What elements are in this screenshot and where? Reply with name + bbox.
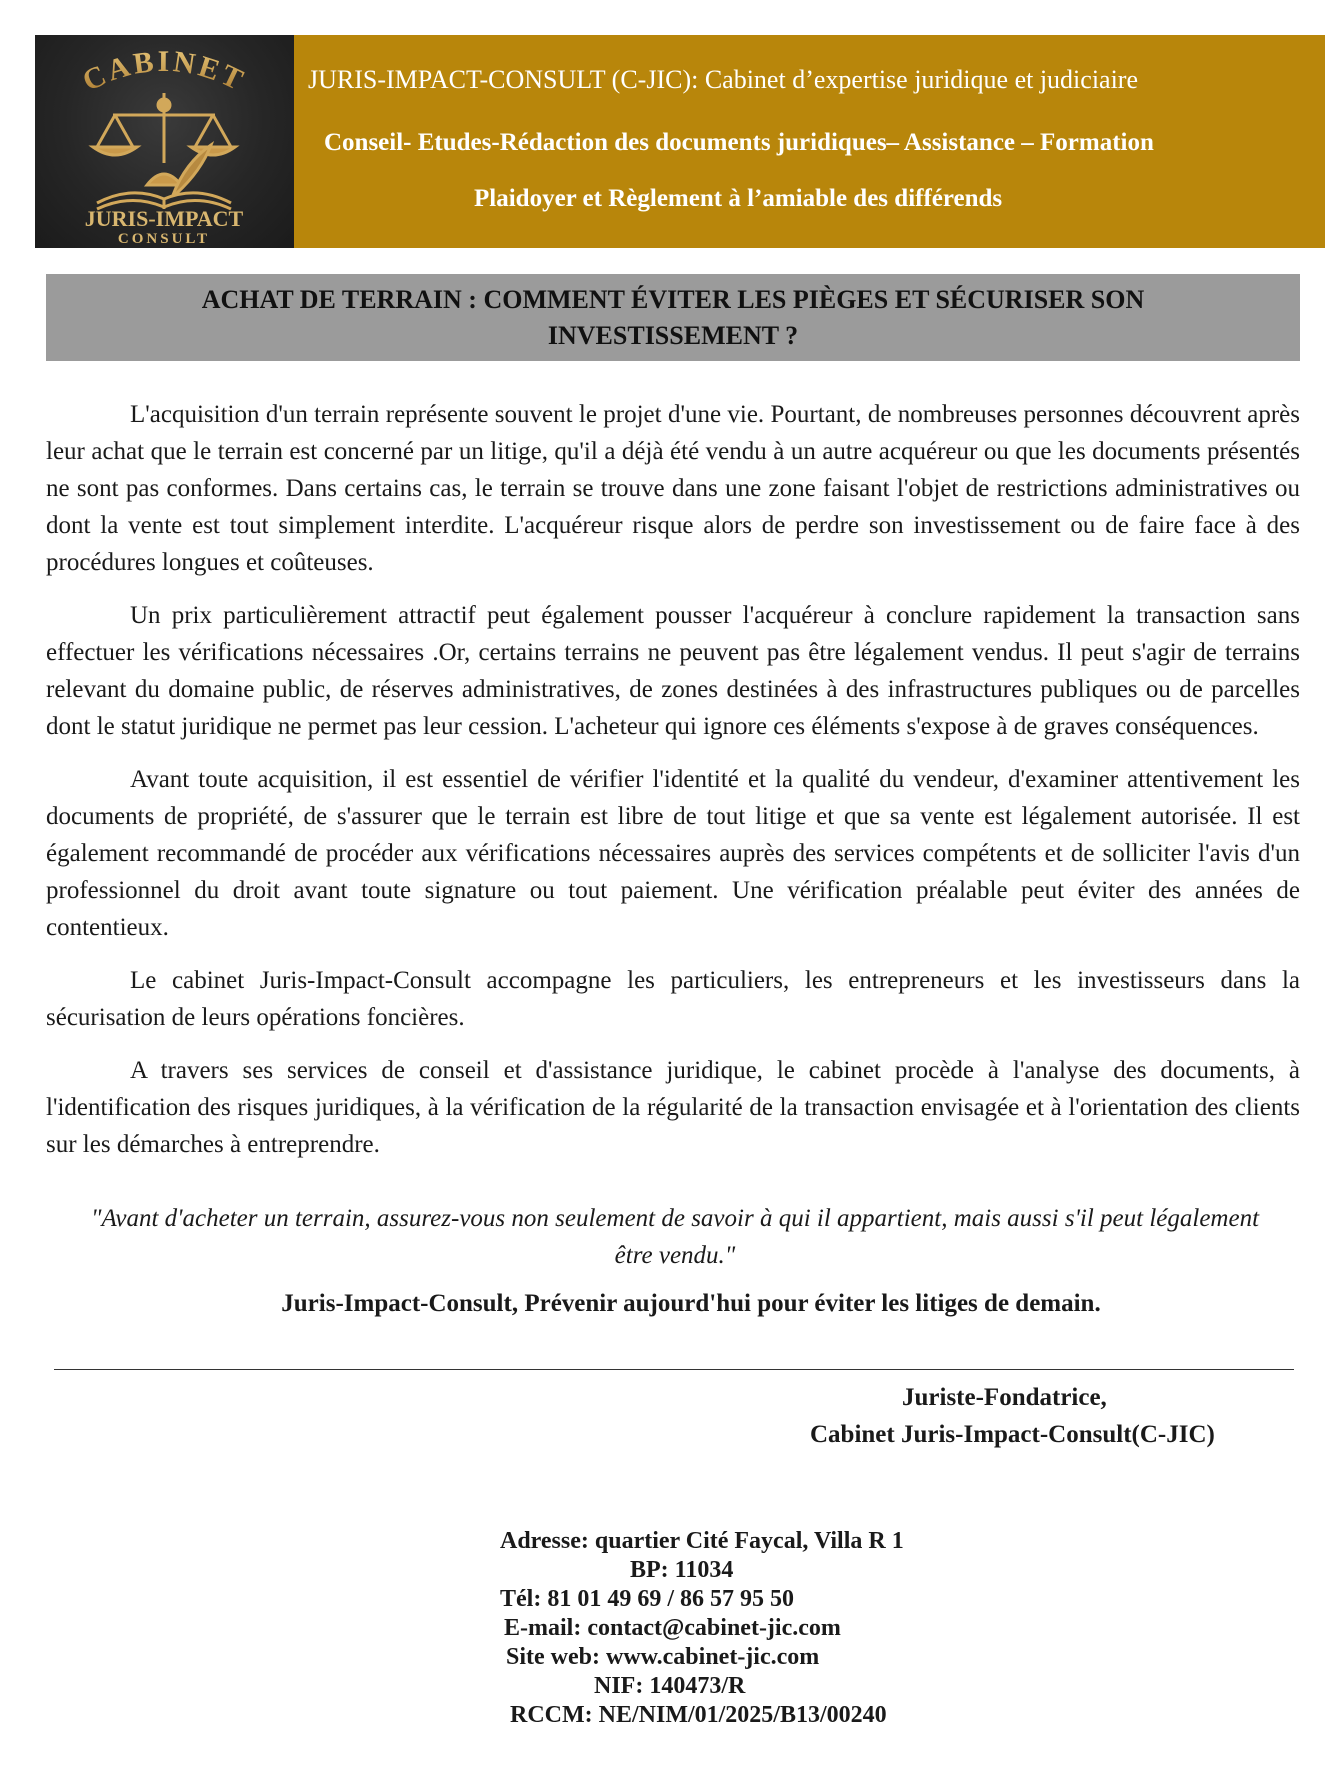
document-title: ACHAT DE TERRAIN : COMMENT ÉVITER LES PIÈGES ET SÉCURISER SON INVESTISSEMENT ? — [201, 284, 1145, 350]
divider — [54, 1369, 1294, 1370]
banner-line-2: Conseil- Etudes-Rédaction des documents juridiques– Assistance – Formation — [324, 129, 1154, 156]
paragraph-2: Un prix particulièrement attractif peut également pousser l'acquéreur à conclure rapidement la transaction sans effectuer les vérifications nécessaires .Or, certains terrains ne peuvent pas être légalement vendus. Il peut s'agir de terrains relevant du domaine public, de réserves administratives, de zones destinées à des infrastructures publiques ou de parcelles dont le statut juridique ne permet pas leur cession. L'acheteur qui ignore ces éléments s'expose à de graves conséquences. — [46, 602, 1300, 740]
contact-tel: Tél: 81 01 49 69 / 86 57 95 50 — [500, 1586, 794, 1612]
contact-email: E-mail: contact@cabinet-jic.com — [504, 1615, 841, 1641]
contact-nif: NIF: 140473/R — [594, 1673, 746, 1699]
svg-text:CABINET — [77, 45, 250, 98]
document-title-box — [46, 274, 1300, 361]
contact-block — [500, 1527, 1100, 1730]
logo-top-text: CABINET — [77, 44, 251, 98]
signature-block — [600, 1379, 1260, 1453]
paragraph-3: Avant toute acquisition, il est essentiel de vérifier l'identité et la qualité du vendeur, d'examiner attentivement les documents de propriété, de s'assurer que le terrain est libre de tout litige et que sa vente est légalement autorisée. Il est également recommandé de procéder aux vérifications nécessaires auprès des services compétents et de solliciter l'avis d'un professionnel du droit avant toute signature ou tout paiement. Une vérification préalable peut éviter des années de contentieux. — [46, 766, 1300, 941]
firm-logo — [35, 35, 294, 248]
logo-bottom-text-2: CONSULT — [117, 231, 211, 247]
letterhead — [35, 35, 1325, 248]
contact-bp: BP: 11034 — [630, 1557, 734, 1583]
banner-line-3: Plaidoyer et Règlement à l’amiable des différends — [474, 185, 1003, 212]
signature-line-2: Cabinet Juris-Impact-Consult(C-JIC) — [810, 1421, 1215, 1448]
paragraph-5: A travers ses services de conseil et d'assistance juridique, le cabinet procède à l'analyse des documents, à l'identification des risques juridiques, à la vérification de la régularité de la transaction envisagée et à l'orientation des clients sur les démarches à entreprendre. — [46, 1057, 1300, 1158]
header-banner — [294, 35, 1325, 248]
paragraph-1: L'acquisition d'un terrain représente souvent le projet d'une vie. Pourtant, de nombreuses personnes découvrent après leur achat que le terrain est concerné par un litige, qu'il a déjà été vendu à un autre acquéreur ou que les documents présentés ne sont pas conformes. Dans certains cas, le terrain se trouve dans une zone faisant l'objet de restrictions administratives ou dont la vente est tout simplement interdite. L'acquéreur risque alors de perdre son investissement ou de faire face à des procédures longues et coûteuses. — [46, 401, 1300, 576]
quote: "Avant d'acheter un terrain, assurez-vous non seulement de savoir à qui il appartient, mais aussi s'il peut légalement être vendu." — [90, 1205, 1260, 1269]
contact-rccm: RCCM: NE/NIM/01/2025/B13/00240 — [510, 1702, 887, 1728]
logo-bottom-text-1: JURIS-IMPACT — [84, 206, 244, 231]
paragraph-4: Le cabinet Juris-Impact-Consult accompagne les particuliers, les entrepreneurs et les investisseurs dans la sécurisation de leurs opérations foncières. — [46, 967, 1300, 1031]
contact-web: Site web: www.cabinet-jic.com — [506, 1644, 820, 1670]
scales-of-justice-icon — [35, 35, 294, 248]
contact-address: Adresse: quartier Cité Faycal, Villa R 1 — [500, 1528, 904, 1554]
signature-line-1: Juriste-Fondatrice, — [902, 1384, 1107, 1411]
article-body — [46, 396, 1300, 1179]
slogan: Juris-Impact-Consult, Prévenir aujourd'hui pour éviter les litiges de demain. — [281, 1290, 1101, 1317]
banner-line-1: JURIS-IMPACT-CONSULT (C-JIC): Cabinet d’expertise juridique et judiciaire — [308, 65, 1139, 94]
